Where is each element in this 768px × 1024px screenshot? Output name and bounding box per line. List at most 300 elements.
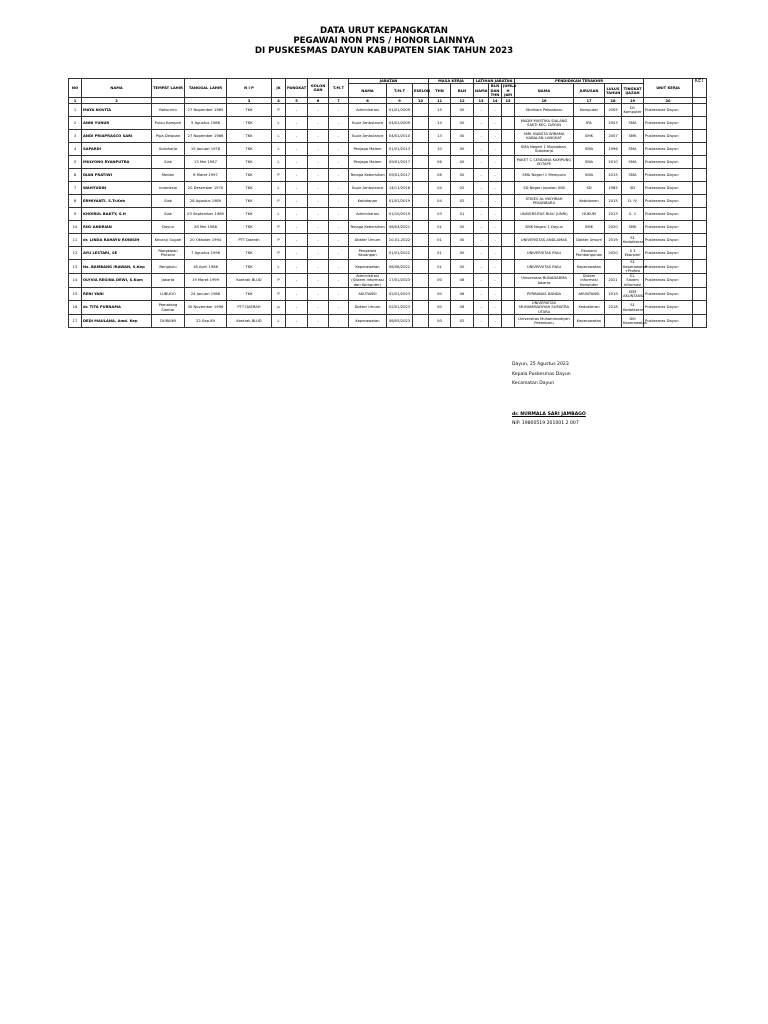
cell-latihan-bln: -: [489, 130, 502, 143]
table-row: [69, 143, 707, 156]
cell-golongan: -: [308, 117, 329, 130]
header-pendidikan-jurusan: JURUSAN: [574, 84, 605, 98]
cell-lulus: 2010: [605, 156, 622, 169]
header-jabatan: JABATAN: [349, 79, 429, 84]
cell-masa-thn: 15: [429, 104, 451, 117]
cell-pangkat: -: [286, 208, 308, 221]
cell-jk: P: [272, 274, 286, 288]
cell-masa-thn: 04: [429, 182, 451, 195]
cell-nip: Kontrak BLUD: [227, 274, 272, 288]
cell-jabatan: Administrasi: [349, 208, 387, 221]
cell-latihan-bln: -: [489, 104, 502, 117]
cell-nama: DEDI MAULANA, Amd. Kep: [82, 314, 152, 327]
cell-lulus: 2021: [605, 274, 622, 288]
cell-jk: L: [272, 208, 286, 221]
cell-ket: [693, 247, 707, 260]
cell-lulus: 2005: [605, 104, 622, 117]
header-pendidikan-nama: NAMA: [515, 84, 574, 98]
cell-latihan-jam: [502, 143, 515, 156]
cell-latihan-bln: -: [489, 221, 502, 234]
cell-latihan-nama: -: [474, 104, 489, 117]
cell-nip: TKK: [227, 221, 272, 234]
cell-tempat-lahir: Indonesia: [152, 182, 185, 195]
cell-jk: L: [272, 260, 286, 274]
cell-jk: L: [272, 143, 286, 156]
cell-jabatan: Dokter Umum: [349, 234, 387, 247]
cell-jk: L: [272, 156, 286, 169]
cell-nip: TKK: [227, 182, 272, 195]
cell-unit-kerja: Puskesmas Dayun: [644, 314, 693, 327]
cell-lulus: 2013: [605, 208, 622, 221]
cell-lulus: [605, 314, 622, 327]
cell-masa-thn: 01: [429, 247, 451, 260]
cell-pangkat: -: [286, 221, 308, 234]
cell-golongan: -: [308, 234, 329, 247]
cell-tempat-lahir: Pulau Kampari: [152, 117, 185, 130]
table-header: [69, 79, 707, 104]
cell-tmt: -: [329, 247, 349, 260]
cell-masa-bln: 00: [451, 130, 474, 143]
cell-masa-thn: 00: [429, 314, 451, 327]
cell-masa-bln: 00: [451, 117, 474, 130]
cell-latihan-bln: -: [489, 182, 502, 195]
cell-unit-kerja: Puskesmas Dayun: [644, 221, 693, 234]
cell-pangkat: -: [286, 156, 308, 169]
header-masa-bln: BLN: [451, 84, 474, 98]
cell-pendidikan: SMA Negeri 1 Mempura: [515, 169, 574, 182]
cell-pendidikan: SMK Negeri 1 Dayun: [515, 221, 574, 234]
cell-jurusan: SMA: [574, 156, 605, 169]
cell-jabatan-tmt: 06/04/2021: [387, 221, 413, 234]
cell-tmt: -: [329, 130, 349, 143]
cell-latihan-nama: -: [474, 314, 489, 327]
column-number: 16: [515, 98, 574, 104]
table-row: [69, 117, 707, 130]
cell-jurusan: Ekonomi Pembangunan: [574, 247, 605, 260]
cell-unit-kerja: Puskesmas Dayun: [644, 182, 693, 195]
cell-tanggal-lahir: 20 Desember 1970: [185, 182, 227, 195]
cell-tingkat: D1 Komputer: [622, 104, 644, 117]
cell-unit-kerja: Puskesmas Dayun: [644, 130, 693, 143]
header-jabatan-nama: NAMA: [349, 84, 387, 98]
cell-nama: Ns. BAMBANG IRAWAN, S.Kep: [82, 260, 152, 274]
cell-pangkat: -: [286, 130, 308, 143]
cell-pendidikan: UNIVERSITAS RIAU: [515, 260, 574, 274]
cell-lulus: 2015: [605, 169, 622, 182]
cell-eselon: [413, 208, 429, 221]
table-row: [69, 182, 707, 195]
cell-latihan-nama: -: [474, 130, 489, 143]
cell-ket: [693, 117, 707, 130]
cell-tempat-lahir: Siak: [152, 156, 185, 169]
cell-tempat-lahir: Bengkulu: [152, 260, 185, 274]
cell-latihan-jam: [502, 169, 515, 182]
cell-golongan: -: [308, 195, 329, 208]
header-masa-kerja: MASA KERJA: [429, 79, 474, 84]
table-row: [69, 274, 707, 288]
column-number: 18: [605, 98, 622, 104]
header-tempat-lahir: TEMPAT LAHIR: [152, 79, 185, 98]
cell-no: 12: [69, 247, 82, 260]
cell-nama: OLYVIA REGINA DEWI, S.Kom: [82, 274, 152, 288]
cell-masa-thn: 00: [429, 301, 451, 315]
cell-pendidikan: SMK SWASTA WIRAMA KABALAN LANGKAT: [515, 130, 574, 143]
cell-latihan-nama: -: [474, 274, 489, 288]
column-number: 12: [451, 98, 474, 104]
cell-masa-thn: 14: [429, 117, 451, 130]
cell-latihan-jam: [502, 117, 515, 130]
cell-latihan-jam: [502, 234, 515, 247]
cell-jabatan-tmt: 08/05/2023: [387, 314, 413, 327]
signature-place-date: Dayun, 25 Agustus 2023: [512, 362, 569, 367]
cell-jurusan: SMA: [574, 143, 605, 156]
column-number: 11: [429, 98, 451, 104]
cell-jabatan-tmt: 04/01/2010: [387, 130, 413, 143]
cell-nip: TKK: [227, 156, 272, 169]
header-latihan-jabatan: LATIHAN JABATAN: [474, 79, 515, 84]
cell-latihan-nama: -: [474, 247, 489, 260]
cell-masa-bln: 00: [451, 234, 474, 247]
cell-jk: P: [272, 221, 286, 234]
signature-position-1: Kepala Puskesmas Dayun: [512, 372, 571, 377]
cell-nip: PTT Daerah: [227, 234, 272, 247]
cell-tmt: -: [329, 169, 349, 182]
column-number: 7: [329, 98, 349, 104]
header-no: NO: [69, 79, 82, 98]
header-tanggal-lahir: TANGGAL LAHIR: [185, 79, 227, 98]
cell-pendidikan: MADM MUSTIKA SIALANG SAKTI KEC. DAYUN: [515, 117, 574, 130]
cell-jabatan: Administrasi: [349, 104, 387, 117]
cell-lulus: 2018: [605, 301, 622, 315]
cell-jk: P: [272, 247, 286, 260]
cell-jurusan: SD: [574, 182, 605, 195]
cell-lulus: 2019: [605, 234, 622, 247]
cell-eselon: [413, 156, 429, 169]
cell-jurusan: SMK: [574, 130, 605, 143]
cell-nip: TKK: [227, 288, 272, 301]
cell-ket: [693, 130, 707, 143]
cell-nama: RENI YANI: [82, 288, 152, 301]
cell-latihan-nama: -: [474, 117, 489, 130]
staff-table: [68, 78, 707, 328]
cell-masa-bln: 00: [451, 104, 474, 117]
cell-jabatan: Tenaga Kebersihan: [349, 169, 387, 182]
cell-nama: ERMIYANTI, S.Tr.Keb: [82, 195, 152, 208]
cell-masa-bln: 08: [451, 274, 474, 288]
cell-jabatan: Keperawatan: [349, 314, 387, 327]
cell-masa-thn: 01: [429, 260, 451, 274]
cell-pangkat: -: [286, 314, 308, 327]
cell-eselon: [413, 117, 429, 130]
cell-tanggal-lahir: 28 Agustus 1989: [185, 195, 227, 208]
cell-pendidikan: PERBANAS BANDA: [515, 288, 574, 301]
header-jabatan-eselon: ESELON: [413, 84, 429, 98]
cell-no: 14: [69, 274, 82, 288]
cell-masa-bln: 01: [451, 208, 474, 221]
cell-latihan-jam: [502, 208, 515, 221]
cell-jabatan-tmt: 17/01/2023: [387, 274, 413, 288]
cell-jurusan: Dokter Umum: [574, 234, 605, 247]
cell-ket: [693, 234, 707, 247]
cell-jurusan: Kebidanan: [574, 195, 605, 208]
cell-tmt: -: [329, 234, 349, 247]
cell-nip: TKK: [227, 169, 272, 182]
cell-latihan-jam: [502, 314, 515, 327]
cell-golongan: -: [308, 221, 329, 234]
cell-ket: [693, 208, 707, 221]
cell-latihan-nama: -: [474, 288, 489, 301]
cell-nama: dr. TITA PURNAMA: [82, 301, 152, 315]
cell-masa-bln: 02: [451, 314, 474, 327]
cell-tempat-lahir: Kecanji Gugah: [152, 234, 185, 247]
cell-golongan: -: [308, 169, 329, 182]
cell-golongan: -: [308, 260, 329, 274]
cell-no: 10: [69, 221, 82, 234]
cell-tmt: -: [329, 208, 349, 221]
cell-tanggal-lahir: 28 Mei 1988: [185, 221, 227, 234]
cell-nip: TKK: [227, 247, 272, 260]
cell-golongan: -: [308, 301, 329, 315]
cell-pendidikan: UNIVERSITAS MUHAMMADIYAH SUMATRA UTARA: [515, 301, 574, 315]
cell-tanggal-lahir: 5 Agustus 1986: [185, 117, 227, 130]
cell-eselon: [413, 195, 429, 208]
cell-jk: L: [272, 182, 286, 195]
cell-eselon: [413, 104, 429, 117]
cell-tanggal-lahir: 30 November 1996: [185, 301, 227, 315]
cell-latihan-bln: -: [489, 288, 502, 301]
cell-ket: [693, 274, 707, 288]
cell-golongan: -: [308, 314, 329, 327]
cell-eselon: [413, 221, 429, 234]
column-number: 5: [286, 98, 308, 104]
cell-tanggal-lahir: 24 Januari 1988: [185, 288, 227, 301]
header-pendidikan-lulus: LULUS TAHUN: [605, 84, 622, 98]
cell-pangkat: -: [286, 274, 308, 288]
cell-jabatan-tmt: 01/01/2013: [387, 143, 413, 156]
header-nip: N I P: [227, 79, 272, 98]
header-jk: JK: [272, 79, 286, 98]
cell-lulus: 2020: [605, 247, 622, 260]
cell-tingkat: SMA: [622, 117, 644, 130]
cell-nama: SAPARDI: [82, 143, 152, 156]
cell-jabatan-tmt: 01/01/2019: [387, 195, 413, 208]
cell-tempat-lahir: Pipa Delapan: [152, 130, 185, 143]
table-row: [69, 260, 707, 274]
cell-latihan-nama: -: [474, 234, 489, 247]
cell-nama: KHOIRUL BAKTY, S.H: [82, 208, 152, 221]
cell-unit-kerja: Puskesmas Dayun: [644, 260, 693, 274]
cell-tingkat: SMA: [622, 156, 644, 169]
cell-lulus: 1985: [605, 182, 622, 195]
cell-jabatan: Tenaga Kebersihan: [349, 221, 387, 234]
cell-eselon: [413, 260, 429, 274]
title-line-2: PEGAWAI NON PNS / HONOR LAINNYA: [293, 36, 475, 46]
cell-latihan-bln: -: [489, 234, 502, 247]
cell-masa-thn: 04: [429, 195, 451, 208]
cell-latihan-jam: [502, 130, 515, 143]
cell-eselon: [413, 301, 429, 315]
cell-nip: TKK: [227, 104, 272, 117]
cell-lulus: 2003: [605, 117, 622, 130]
cell-no: 5: [69, 156, 82, 169]
cell-golongan: -: [308, 156, 329, 169]
cell-masa-bln: 00: [451, 143, 474, 156]
cell-tempat-lahir: Pematang Siantar: [152, 301, 185, 315]
signature-name: dr. NURMALA SARI JAMBAGO: [512, 412, 586, 417]
cell-jabatan: Kebidanan: [349, 195, 387, 208]
cell-jabatan: Penjaga Malam: [349, 143, 387, 156]
cell-nama: WAHYUDIN: [82, 182, 152, 195]
cell-jabatan-tmt: 02/01/2023: [387, 301, 413, 315]
table-row: [69, 234, 707, 247]
cell-no: 1: [69, 104, 82, 117]
cell-pangkat: -: [286, 182, 308, 195]
cell-tempat-lahir: Medan: [152, 169, 185, 182]
cell-nama: ANDI PRIAPRASCO SARI: [82, 130, 152, 143]
cell-unit-kerja: Puskesmas Dayun: [644, 301, 693, 315]
column-number: 1: [69, 98, 82, 104]
cell-pangkat: -: [286, 234, 308, 247]
cell-tanggal-lahir: 19 Maret 1999: [185, 274, 227, 288]
cell-nama: RIKI ANDRIAN: [82, 221, 152, 234]
cell-jurusan: Keperawatan: [574, 260, 605, 274]
cell-tanggal-lahir: 27 Nopember 1985: [185, 104, 227, 117]
cell-unit-kerja: Puskesmas Dayun: [644, 143, 693, 156]
cell-tmt: -: [329, 104, 349, 117]
cell-latihan-jam: [502, 247, 515, 260]
cell-jk: P: [272, 288, 286, 301]
cell-jk: P: [272, 195, 286, 208]
cell-no: 7: [69, 182, 82, 195]
cell-tmt: -: [329, 301, 349, 315]
cell-nip: TKK: [227, 117, 272, 130]
cell-tempat-lahir: Siak: [152, 195, 185, 208]
cell-jurusan: SMK: [574, 221, 605, 234]
cell-latihan-jam: [502, 221, 515, 234]
cell-pendidikan: UNIVERSITAS RIAU: [515, 247, 574, 260]
cell-pendidikan: Universitas BUNADARMA Jakarta: [515, 274, 574, 288]
cell-masa-bln: 00: [451, 169, 474, 182]
cell-tmt: -: [329, 288, 349, 301]
cell-jabatan-tmt: 10-01-2022: [387, 234, 413, 247]
cell-latihan-bln: -: [489, 247, 502, 260]
cell-jk: L: [272, 130, 286, 143]
table-row: [69, 301, 707, 315]
cell-jabatan-tmt: 04/01/2009: [387, 117, 413, 130]
cell-jk: P: [272, 104, 286, 117]
cell-jurusan: Kedokteran: [574, 301, 605, 315]
header-tmt: T.M.T: [329, 79, 349, 98]
cell-golongan: -: [308, 247, 329, 260]
cell-golongan: -: [308, 208, 329, 221]
cell-nip: TKK: [227, 130, 272, 143]
cell-tingkat: S 1 Ekonomi: [622, 247, 644, 260]
cell-ket: [693, 104, 707, 117]
cell-jabatan: Supir Ambulance: [349, 182, 387, 195]
cell-jabatan-tmt: 09/01/2017: [387, 169, 413, 182]
cell-tingkat: S1 Kedokteran: [622, 301, 644, 315]
cell-no: 15: [69, 288, 82, 301]
cell-unit-kerja: Puskesmas Dayun: [644, 208, 693, 221]
cell-no: 4: [69, 143, 82, 156]
column-number: 14: [489, 98, 502, 104]
column-number: 20: [644, 98, 693, 104]
cell-jabatan: Keperawatan: [349, 260, 387, 274]
table-row: [69, 221, 707, 234]
cell-nip: PTT DAERAH: [227, 301, 272, 315]
cell-lulus: 2007: [605, 130, 622, 143]
table-row: [69, 314, 707, 327]
cell-latihan-nama: -: [474, 260, 489, 274]
table-row: [69, 156, 707, 169]
cell-golongan: -: [308, 288, 329, 301]
cell-tingkat: D. IV: [622, 195, 644, 208]
cell-pendidikan: SMA Negeri 1 Mojolaban, Sukoharjo: [515, 143, 574, 156]
cell-jabatan: Supir Ambulance: [349, 117, 387, 130]
cell-no: 2: [69, 117, 82, 130]
table-row: [69, 247, 707, 260]
header-pendidikan-tingkat: TINGKAT IJAZAH: [622, 84, 644, 98]
cell-latihan-jam: [502, 182, 515, 195]
cell-pendidikan: STIKES AL INSYIRAH PEKANBARU: [515, 195, 574, 208]
cell-tingkat: S1 Keperawatan +Profesi: [623, 260, 648, 273]
cell-tmt: -: [329, 156, 349, 169]
table-row: [69, 169, 707, 182]
cell-lulus: 2020: [605, 221, 622, 234]
cell-masa-bln: 00: [451, 221, 474, 234]
cell-tanggal-lahir: 03 September 1989: [185, 208, 227, 221]
cell-jabatan: Administrasi (Sistem Informasi dan Komputer): [349, 274, 387, 288]
cell-tmt: -: [329, 117, 349, 130]
cell-latihan-bln: -: [489, 274, 502, 288]
cell-jabatan-tmt: 01/01/2022: [387, 247, 413, 260]
cell-lulus: 2019: [605, 288, 622, 301]
cell-unit-kerja: Puskesmas Dayun: [644, 247, 693, 260]
cell-nip: TKK: [227, 260, 272, 274]
cell-lulus: [605, 260, 622, 274]
cell-jabatan: Supir Ambulance: [349, 130, 387, 143]
column-number: 2: [82, 98, 152, 104]
cell-latihan-jam: [502, 104, 515, 117]
cell-masa-thn: 01: [429, 234, 451, 247]
cell-tingkat: SMA: [622, 143, 644, 156]
cell-unit-kerja: Puskesmas Dayun: [644, 117, 693, 130]
cell-pangkat: -: [286, 301, 308, 315]
cell-unit-kerja: Puskesmas Dayun: [644, 288, 693, 301]
header-latihan-nama: NAMA: [474, 84, 489, 98]
cell-masa-thn: 00: [429, 288, 451, 301]
cell-tempat-lahir: LUBUGO: [152, 288, 185, 301]
header-latihan-jumlah: JUMLA H JAM: [503, 84, 517, 97]
cell-eselon: [413, 143, 429, 156]
staff-table-wrapper: [68, 78, 706, 328]
cell-tingkat: SEM AKUNTANSI: [622, 288, 644, 301]
cell-ket: [693, 301, 707, 315]
cell-latihan-jam: [502, 195, 515, 208]
table-row: [69, 104, 707, 117]
cell-eselon: [413, 288, 429, 301]
cell-latihan-bln: -: [489, 314, 502, 327]
cell-jabatan-tmt: 09/01/2017: [387, 156, 413, 169]
cell-tmt: -: [329, 195, 349, 208]
cell-jabatan-tmt: 14/11/2016: [387, 182, 413, 195]
signature-nip: NIP. 19800519 201001 2 007: [512, 421, 579, 426]
cell-nama: MAYA NOVITA: [82, 104, 152, 117]
cell-tempat-lahir: Dayun: [152, 221, 185, 234]
cell-masa-thn: 10: [429, 143, 451, 156]
cell-latihan-jam: [502, 288, 515, 301]
cell-pangkat: -: [286, 247, 308, 260]
